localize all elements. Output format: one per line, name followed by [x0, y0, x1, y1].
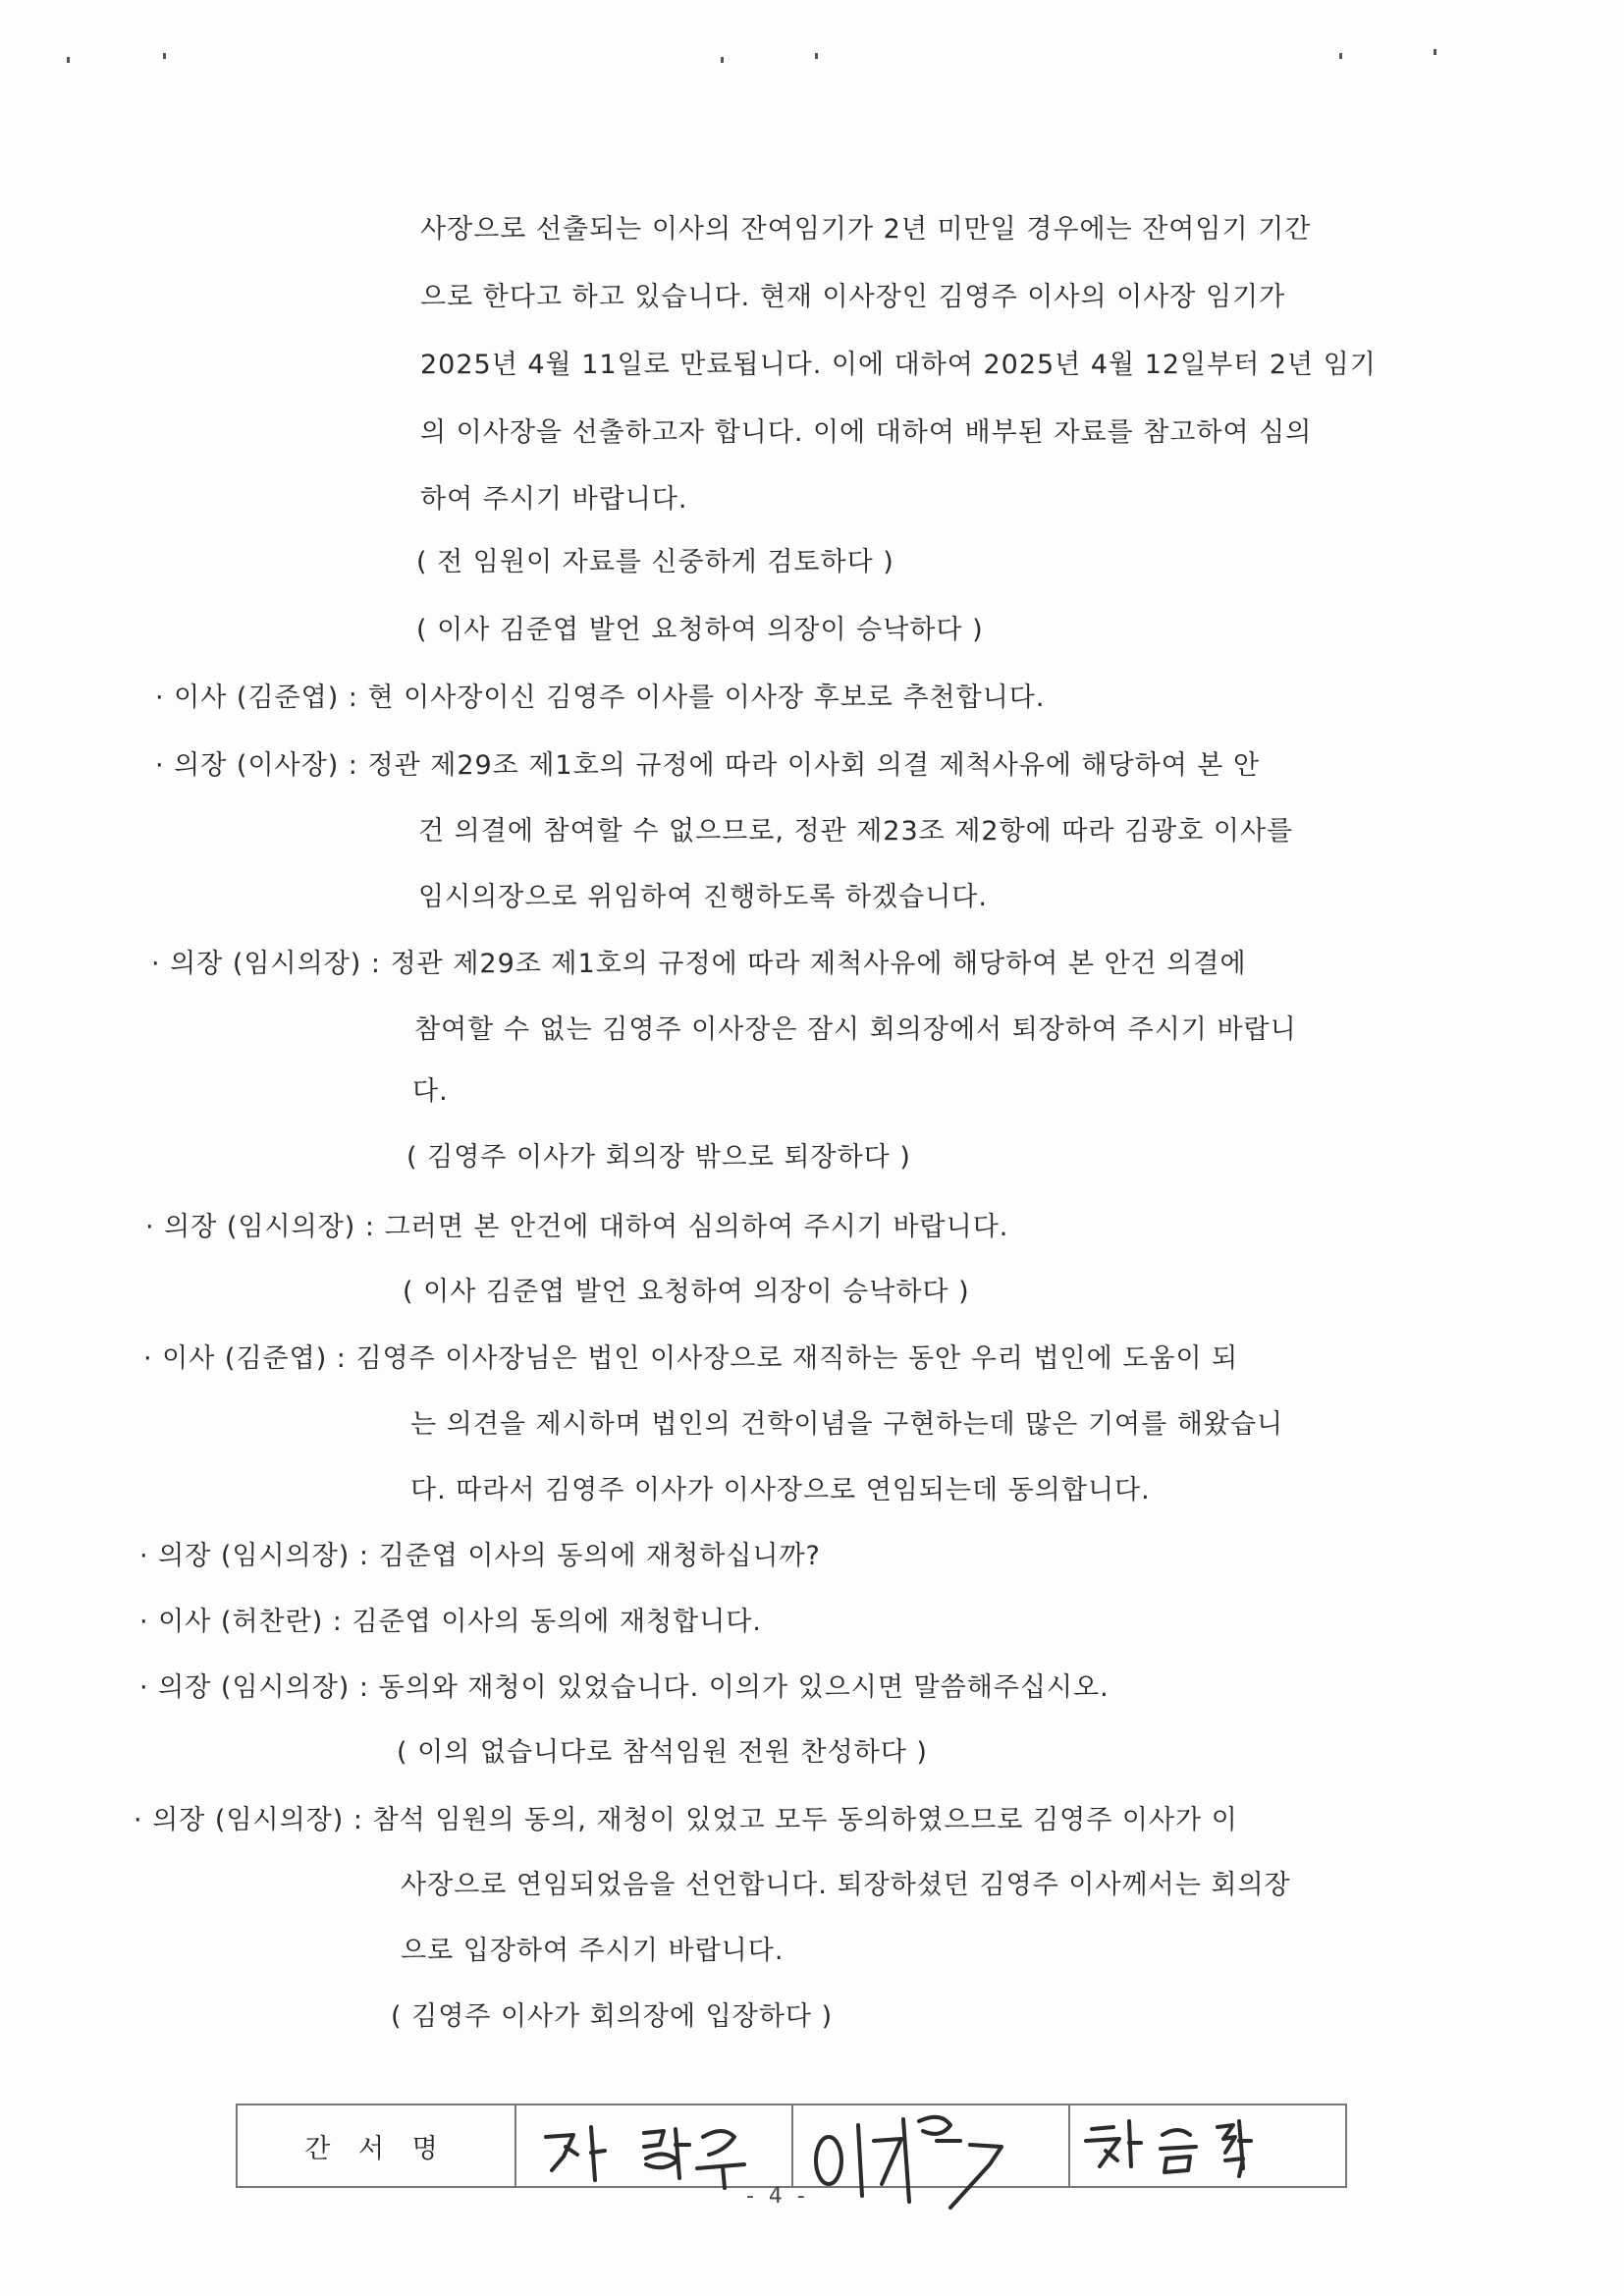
- speaker-line: · 이사 (김준엽) : 김영주 이사장님은 법인 이사장으로 재직하는 동안 우리 법인에 도움이 되: [143, 1343, 1239, 1374]
- minutes-line: 사장으로 선출되는 이사의 잔여임기가 2년 미만일 경우에는 잔여임기 기간: [420, 214, 1312, 245]
- minutes-line: 건 의결에 참여할 수 없으므로, 정관 제23조 제2항에 따라 김광호 이사를: [418, 816, 1294, 847]
- scan-mark: [163, 53, 166, 59]
- speaker-line: · 의장 (임시의장) : 김준엽 이사의 동의에 재청하십니까?: [139, 1541, 821, 1571]
- minutes-line: 으로 한다고 하고 있습니다. 현재 이사장인 김영주 이사의 이사장 임기가: [420, 282, 1286, 312]
- proceeding-note: ( 김영주 이사가 회의장에 입장하다 ): [391, 2001, 834, 2032]
- scan-mark: [721, 57, 724, 63]
- speaker-line: · 이사 (김준엽) : 현 이사장이신 김영주 이사를 이사장 후보로 추천합니다.: [155, 683, 1046, 713]
- speaker-line: · 의장 (임시의장) : 정관 제29조 제1호의 규정에 따라 제척사유에 해당하여 본 안건 의결에: [151, 949, 1247, 979]
- minutes-line: 임시의장으로 위임하여 진행하도록 하겠습니다.: [418, 882, 988, 912]
- proceeding-note: ( 이사 김준엽 발언 요청하여 의장이 승낙하다 ): [403, 1277, 970, 1307]
- page-number: - 4 -: [746, 2184, 809, 2209]
- speaker-line: · 이사 (허찬란) : 김준엽 이사의 동의에 재청합니다.: [139, 1607, 762, 1637]
- minutes-line: 다. 따라서 김영주 이사가 이사장으로 연임되는데 동의합니다.: [410, 1475, 1151, 1505]
- minutes-line: 사장으로 연임되었음을 선언합니다. 퇴장하셨던 김영주 이사께서는 회의장: [401, 1870, 1291, 1900]
- minutes-line: 하여 주시기 바랍니다.: [420, 484, 688, 515]
- proceeding-note: ( 김영주 이사가 회의장 밖으로 퇴장하다 ): [406, 1142, 911, 1173]
- minutes-line: 는 의견을 제시하며 법인의 건학이념을 구현하는데 많은 기여를 해왔습니: [410, 1409, 1284, 1440]
- minutes-line: 참여할 수 없는 김영주 이사장은 잠시 회의장에서 퇴장하여 주시기 바랍니: [414, 1014, 1297, 1045]
- scan-mark: [1339, 53, 1342, 59]
- signature-table: [236, 2104, 1347, 2188]
- speaker-line: · 의장 (임시의장) : 동의와 재청이 있었습니다. 이의가 있으시면 말씀해주십시오.: [139, 1672, 1110, 1703]
- scan-mark: [815, 53, 818, 59]
- speaker-line: · 의장 (이사장) : 정관 제29조 제1호의 규정에 따라 이사회 의결 제척사유에 해당하여 본 안: [155, 750, 1261, 781]
- proceeding-note: ( 전 임원이 자료를 신중하게 검토하다 ): [416, 547, 894, 577]
- signature-choi-eunkyung: [1070, 2086, 1347, 2194]
- signature-label: 간 서 명: [238, 2105, 516, 2186]
- minutes-line: 의 이사장을 선출하고자 합니다. 이에 대하여 배부된 자료를 참고하여 심의: [420, 417, 1313, 448]
- scan-mark: [67, 57, 70, 63]
- signature-lee-gyeok: [793, 2086, 1073, 2214]
- minutes-line: 2025년 4월 11일로 만료됩니다. 이에 대하여 2025년 4월 12일부터 2년 임기: [420, 350, 1377, 380]
- scan-mark: [1434, 49, 1436, 55]
- proceeding-note: ( 이사 김준엽 발언 요청하여 의장이 승낙하다 ): [416, 615, 984, 645]
- proceeding-note: ( 이의 없습니다로 참석임원 전원 찬성하다 ): [397, 1737, 928, 1768]
- signature-cell: [1070, 2105, 1345, 2186]
- signature-cell: [516, 2105, 793, 2186]
- signature-cell: [793, 2105, 1070, 2186]
- speaker-line: · 의장 (임시의장) : 그러면 본 안건에 대하여 심의하여 주시기 바랍니다.: [145, 1212, 1009, 1242]
- speaker-line: · 의장 (임시의장) : 참석 임원의 동의, 재청이 있었고 모두 동의하였으므로 김영주 이사가 이: [134, 1805, 1238, 1835]
- minutes-line: 으로 입장하여 주시기 바랍니다.: [401, 1936, 785, 1966]
- minutes-line: 다.: [412, 1076, 449, 1107]
